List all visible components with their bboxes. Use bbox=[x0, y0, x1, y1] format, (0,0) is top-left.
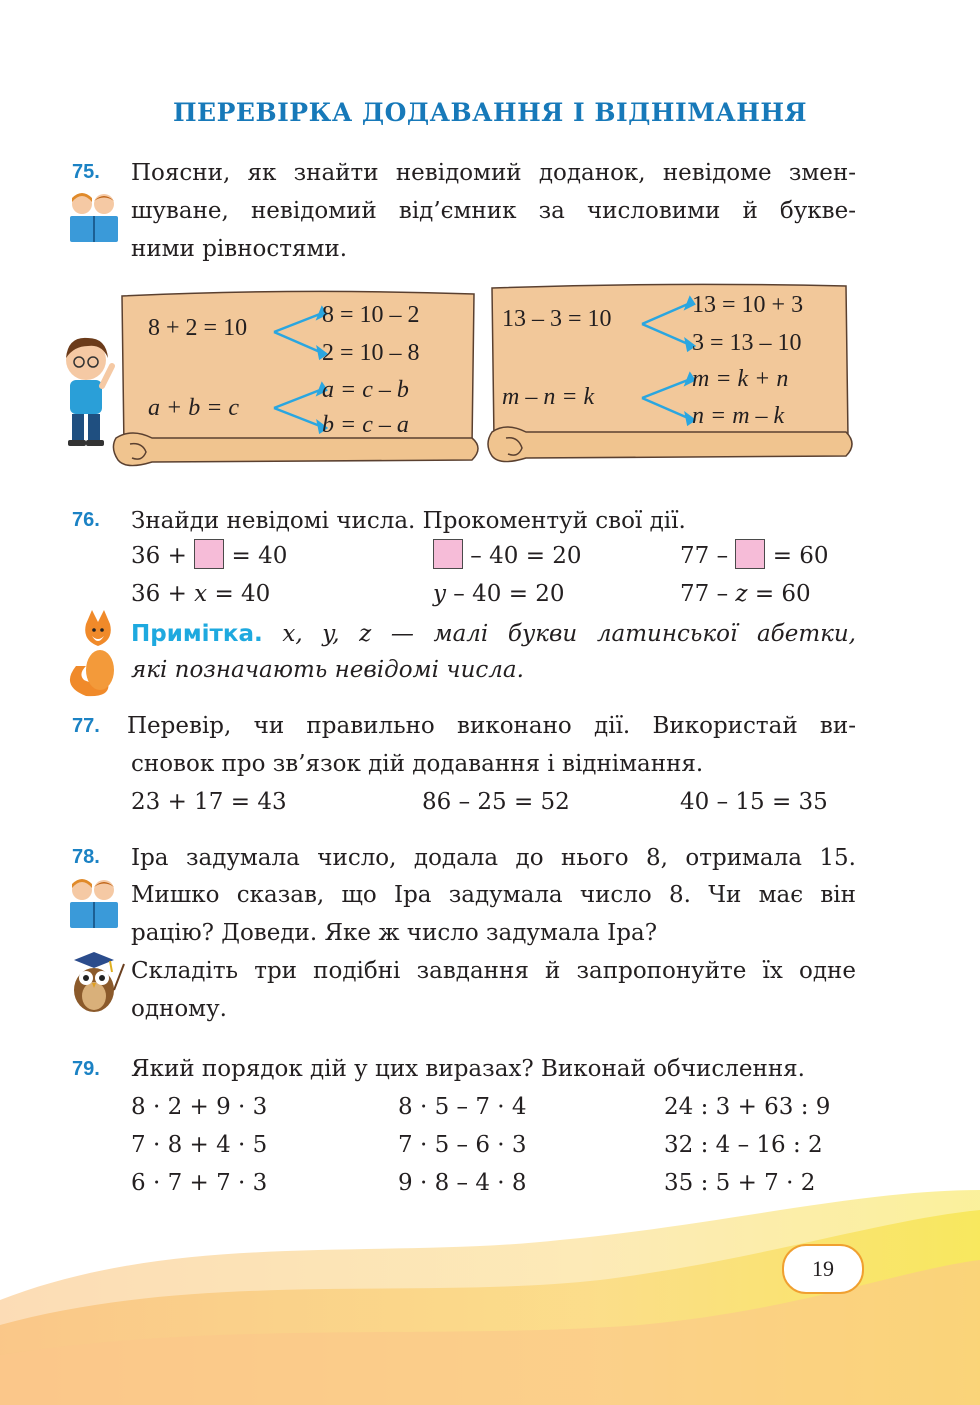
fox-icon bbox=[66, 606, 128, 698]
task-76-eq-1c: 77 – = 60 bbox=[680, 537, 829, 575]
task-75-line-1: Поясни, як знайти невідомий доданок, невідоме змен- bbox=[131, 160, 856, 186]
task-number-78: 78. bbox=[72, 846, 100, 868]
task-78-line-3: рацію? Доведи. Яке ж число задумала Іра? bbox=[131, 920, 658, 946]
kids-reading-icon bbox=[62, 874, 126, 930]
task-79-expr: 7 · 5 – 6 · 3 bbox=[398, 1132, 527, 1158]
kids-reading-icon bbox=[62, 188, 126, 244]
task-77-eq-3: 40 – 15 = 35 bbox=[680, 789, 828, 815]
task-76-eq-2b: y – 40 = 20 bbox=[433, 581, 565, 607]
page-number: 19 bbox=[782, 1244, 864, 1294]
task-79-expr: 9 · 8 – 4 · 8 bbox=[398, 1170, 527, 1196]
scroll-right-eq1: 13 – 3 = 10 bbox=[502, 306, 612, 332]
scroll-left-eq2-a: a = c – b bbox=[322, 377, 409, 403]
task-number-79: 79. bbox=[72, 1058, 100, 1080]
task-79-expr: 24 : 3 + 63 : 9 bbox=[664, 1094, 831, 1120]
task-79-expr: 32 : 4 – 16 : 2 bbox=[664, 1132, 823, 1158]
task-79-expr: 35 : 5 + 7 · 2 bbox=[664, 1170, 816, 1196]
scroll-left-eq1-a: 8 = 10 – 2 bbox=[322, 302, 420, 328]
task-79-expr: 8 · 5 – 7 · 4 bbox=[398, 1094, 527, 1120]
task-79-intro: Який порядок дій у цих виразах? Виконай обчислення. bbox=[131, 1056, 805, 1082]
owl-teacher-icon bbox=[64, 950, 126, 1016]
task-79-expr: 8 · 2 + 9 · 3 bbox=[131, 1094, 268, 1120]
scroll-right-eq2: m – n = k bbox=[502, 384, 595, 410]
scroll-right-eq1-b: 3 = 13 – 10 bbox=[692, 330, 802, 356]
arrows-right bbox=[638, 290, 698, 430]
task-76-note-line-1: Примітка. x, y, z — малі букви латинської абетки, bbox=[131, 621, 856, 647]
task-76-note-line-2: які позначають невідомі числа. bbox=[131, 657, 524, 683]
unknown-box bbox=[735, 539, 765, 569]
task-number-76: 76. bbox=[72, 509, 100, 531]
arrows-left bbox=[270, 300, 330, 440]
task-76-eq-1b: – 40 = 20 bbox=[433, 537, 582, 575]
scroll-left-eq1: 8 + 2 = 10 bbox=[148, 315, 248, 341]
scroll-right-eq2-b: n = m – k bbox=[692, 403, 785, 429]
task-77-eq-1: 23 + 17 = 43 bbox=[131, 789, 287, 815]
task-78-line-4: Складіть три подібні завдання й запропонуйте їх одне bbox=[131, 958, 856, 984]
task-76-eq-1a: 36 + = 40 bbox=[131, 537, 287, 575]
task-79-expr: 7 · 8 + 4 · 5 bbox=[131, 1132, 268, 1158]
scroll-right-eq1-a: 13 = 10 + 3 bbox=[692, 292, 804, 318]
task-78-line-1: Іра задумала число, додала до нього 8, отримала 15. bbox=[131, 845, 856, 871]
task-76-intro: Знайди невідомі числа. Прокоментуй свої дії. bbox=[131, 508, 686, 534]
scroll-left-eq1-b: 2 = 10 – 8 bbox=[322, 340, 420, 366]
page-title: ПЕРЕВІРКА ДОДАВАННЯ І ВІДНІМАННЯ bbox=[172, 98, 808, 127]
task-78-line-2: Мишко сказав, що Іра задумала число 8. Чи має він bbox=[131, 882, 856, 908]
scroll-left-eq2: a + b = c bbox=[148, 395, 240, 421]
scroll-left-eq2-b: b = c – a bbox=[322, 412, 409, 438]
task-77-eq-2: 86 – 25 = 52 bbox=[422, 789, 570, 815]
task-75-line-2: шуване, невідомий від’ємник за числовими й букве- bbox=[131, 198, 856, 224]
task-78-line-5: одному. bbox=[131, 996, 227, 1022]
task-79-expr: 6 · 7 + 7 · 3 bbox=[131, 1170, 268, 1196]
task-76-eq-2a: 36 + x = 40 bbox=[131, 581, 271, 607]
task-77-line-1: Перевір, чи правильно виконано дії. Використай ви- bbox=[127, 713, 856, 739]
scroll-right-eq2-a: m = k + n bbox=[692, 366, 789, 392]
task-number-77: 77. bbox=[72, 715, 100, 737]
boy-thinking-icon bbox=[58, 330, 118, 448]
unknown-box bbox=[194, 539, 224, 569]
task-75-line-3: ними рівностями. bbox=[131, 236, 348, 262]
note-label: Примітка. bbox=[131, 621, 263, 647]
task-number-75: 75. bbox=[72, 161, 100, 183]
unknown-box bbox=[433, 539, 463, 569]
task-76-eq-2c: 77 – z = 60 bbox=[680, 581, 811, 607]
task-77-line-2: сновок про зв’язок дій додавання і віднімання. bbox=[131, 751, 704, 777]
